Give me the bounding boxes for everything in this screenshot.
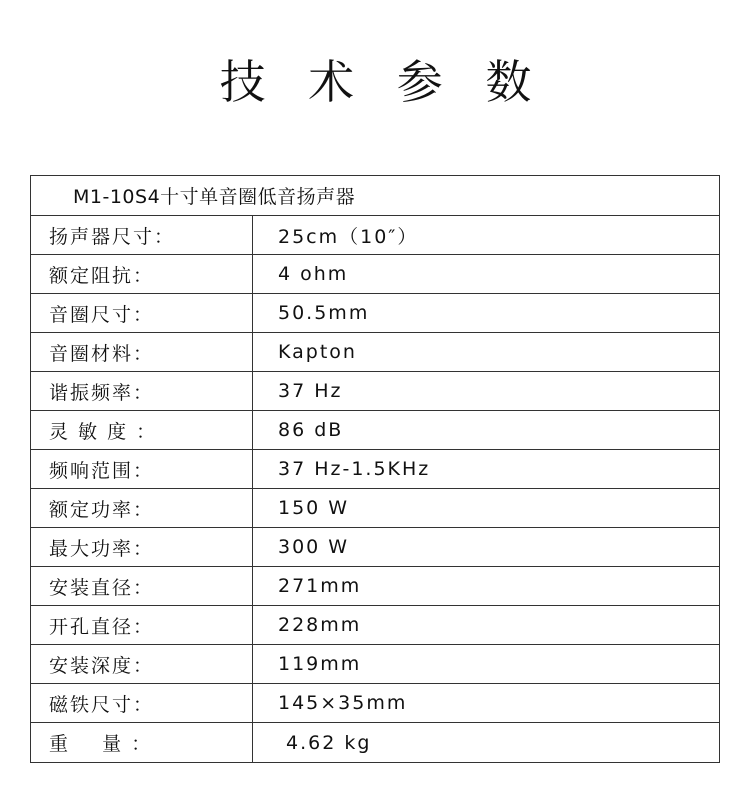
table-row	[31, 723, 719, 762]
row-value: 37 Hz	[278, 380, 343, 402]
row-label: 音圈尺寸：	[31, 294, 253, 332]
row-value: 50.5mm	[278, 302, 370, 324]
row-value: Kapton	[278, 341, 357, 363]
table-row	[31, 450, 719, 489]
table-row	[31, 372, 719, 411]
row-value: 86 dB	[278, 419, 344, 441]
row-value: 4 ohm	[278, 263, 349, 285]
row-label: 安装深度：	[31, 645, 253, 683]
page-title: 技 术 参 数	[219, 55, 546, 109]
table-row	[31, 684, 719, 723]
table-row	[31, 333, 719, 372]
spec-table	[30, 175, 720, 763]
row-label: 开孔直径：	[31, 606, 253, 644]
table-row	[31, 567, 719, 606]
row-value: 300 W	[278, 536, 350, 558]
row-label: 灵 敏 度 ：	[31, 411, 253, 449]
row-label: 谐振频率：	[31, 372, 253, 410]
row-value: 25cm（10″）	[278, 225, 419, 248]
table-row	[31, 645, 719, 684]
row-value: 271mm	[278, 575, 362, 597]
table-row	[31, 489, 719, 528]
row-label: 额定阻抗：	[31, 255, 253, 293]
row-label: 频响范围：	[31, 450, 253, 488]
row-label: 最大功率：	[31, 528, 253, 566]
row-label: 磁铁尺寸：	[31, 684, 253, 722]
table-row	[31, 216, 719, 255]
row-value: 150 W	[278, 497, 350, 519]
row-label: 重 量 ：	[31, 723, 253, 762]
row-value: 37 Hz-1.5KHz	[278, 458, 431, 480]
row-value: 4.62 kg	[278, 731, 372, 754]
row-value: 228mm	[278, 614, 362, 636]
table-row	[31, 528, 719, 567]
table-header: M1-10S4十寸单音圈低音扬声器	[31, 176, 719, 216]
row-label: 额定功率：	[31, 489, 253, 527]
row-value: 145×35mm	[278, 692, 408, 714]
table-row	[31, 255, 719, 294]
row-label: 扬声器尺寸：	[31, 216, 253, 254]
table-row	[31, 411, 719, 450]
row-label: 安装直径：	[31, 567, 253, 605]
row-label: 音圈材料：	[31, 333, 253, 371]
table-row	[31, 294, 719, 333]
table-row	[31, 606, 719, 645]
row-value: 119mm	[278, 653, 362, 675]
